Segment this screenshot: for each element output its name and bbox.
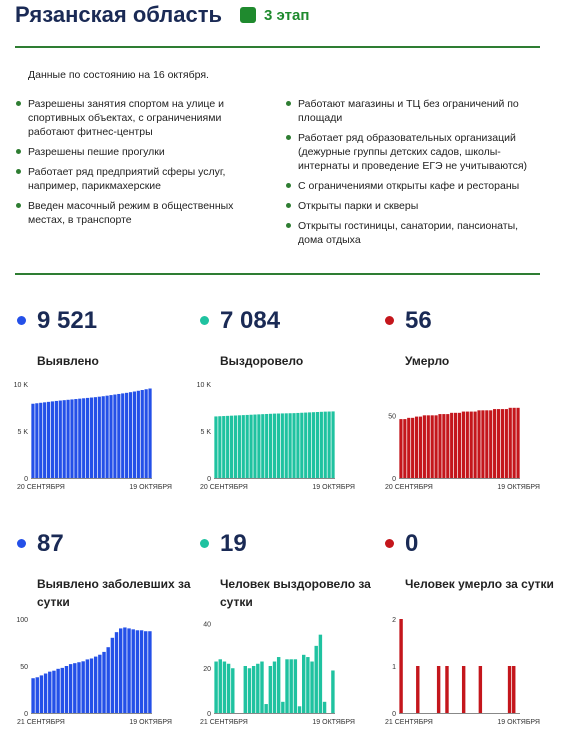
bar — [145, 389, 148, 478]
rule-item — [286, 219, 536, 247]
bar — [442, 414, 445, 478]
bar — [73, 663, 76, 713]
bar — [102, 652, 105, 713]
bar — [82, 398, 85, 478]
bar — [227, 664, 230, 713]
bar — [129, 392, 132, 478]
bar — [273, 414, 276, 478]
bar — [437, 666, 440, 713]
bar — [302, 655, 305, 713]
bar — [434, 415, 437, 478]
bar — [497, 409, 500, 478]
bar — [39, 403, 42, 478]
bullet-icon — [16, 169, 21, 174]
stat-number: 87 — [37, 530, 64, 557]
bar — [234, 415, 237, 478]
bar — [260, 662, 263, 713]
bar — [319, 635, 322, 713]
y-tick-label: 10 K — [196, 382, 211, 389]
series-dot-icon — [385, 316, 394, 325]
y-tick-label: 20 — [203, 666, 211, 674]
bar — [74, 399, 77, 478]
bullet-icon — [16, 149, 21, 154]
x-start-label: 21 СЕНТЯБРЯ — [200, 719, 248, 726]
bar — [218, 416, 221, 478]
bar — [48, 672, 51, 713]
y-tick-label: 5 K — [17, 429, 28, 436]
bar — [140, 630, 143, 713]
bar — [466, 412, 469, 478]
bar — [331, 411, 334, 478]
bar — [65, 666, 68, 713]
bar — [316, 412, 319, 478]
bar — [505, 409, 508, 478]
bar — [431, 415, 434, 478]
bar-chart — [196, 382, 360, 497]
rule-item — [16, 165, 266, 193]
bar — [289, 413, 292, 478]
stat-number: 19 — [220, 530, 247, 557]
bar — [265, 414, 268, 478]
bar-chart — [13, 382, 177, 497]
y-tick-label: 0 — [392, 711, 396, 718]
bar — [331, 670, 334, 713]
bar — [63, 400, 66, 478]
bar — [416, 666, 419, 713]
bar — [31, 678, 34, 713]
bar — [90, 398, 93, 478]
bar — [253, 415, 256, 478]
rules-list-right — [286, 97, 536, 253]
series-dot-icon — [385, 539, 394, 548]
rule-text: Открыты парки и скверы — [298, 200, 419, 212]
stat-panel — [200, 530, 375, 740]
bar — [113, 395, 116, 478]
bar — [133, 392, 136, 478]
bar — [47, 402, 50, 478]
bar — [454, 413, 457, 478]
bar — [427, 415, 430, 478]
bar — [249, 415, 252, 478]
bar — [304, 413, 307, 478]
bar — [86, 398, 89, 478]
x-end-label: 19 ОКТЯБРЯ — [312, 719, 355, 726]
y-tick-label: 0 — [207, 476, 211, 483]
bar — [256, 664, 259, 713]
stat-label: Человек умерло за сутки — [405, 577, 554, 591]
series-dot-icon — [200, 316, 209, 325]
bar — [306, 657, 309, 713]
bar — [411, 418, 414, 478]
bar — [415, 417, 418, 478]
bar — [323, 702, 326, 713]
rule-item — [286, 199, 536, 213]
bar — [90, 658, 93, 713]
rule-item — [286, 97, 536, 125]
bar — [403, 419, 406, 478]
bar — [489, 410, 492, 478]
y-tick-label: 0 — [392, 476, 396, 483]
rule-item — [16, 199, 266, 227]
bar — [66, 400, 69, 478]
bar — [137, 391, 140, 478]
bar — [423, 415, 426, 478]
bar — [98, 655, 101, 713]
bar — [69, 664, 72, 713]
bar — [141, 390, 144, 478]
y-tick-label: 5 K — [200, 429, 211, 436]
bar — [296, 413, 299, 478]
bar — [310, 662, 313, 713]
bar — [94, 397, 97, 478]
bar — [31, 404, 34, 478]
stage-label: 3 этап — [264, 6, 310, 24]
bar — [248, 668, 251, 713]
bar — [462, 412, 465, 478]
bar — [273, 662, 276, 713]
rule-text: Введен масочный режим в общественных местах, в транспорте — [28, 200, 234, 226]
y-tick-label: 40 — [203, 621, 211, 629]
bar — [59, 401, 62, 478]
x-end-label: 19 ОКТЯБРЯ — [129, 484, 172, 491]
stat-panel — [196, 307, 375, 517]
middle-divider — [15, 273, 540, 275]
bar — [509, 408, 512, 478]
bar — [399, 419, 402, 478]
rule-item — [286, 179, 536, 193]
bar — [477, 410, 480, 478]
bar — [438, 414, 441, 478]
bar — [458, 413, 461, 478]
rule-item — [16, 145, 266, 159]
x-start-label: 20 СЕНТЯБРЯ — [200, 484, 248, 491]
y-tick-label: 0 — [24, 711, 28, 718]
stat-label: Выявлено — [37, 354, 99, 368]
bar — [43, 402, 46, 478]
stat-label: Умерло — [405, 354, 450, 368]
bar — [450, 413, 453, 478]
bullet-icon — [16, 101, 21, 106]
bar — [516, 408, 519, 478]
x-end-label: 19 ОКТЯБРЯ — [129, 719, 172, 726]
bar — [324, 412, 327, 478]
bar — [277, 414, 280, 478]
series-dot-icon — [200, 539, 209, 548]
bar-chart — [17, 617, 177, 732]
x-start-label: 20 СЕНТЯБРЯ — [17, 484, 65, 491]
bar — [102, 396, 105, 478]
bar — [77, 662, 80, 713]
rule-text: Открыты гостиницы, санатории, пансионаты, дома отдыха — [298, 220, 519, 246]
bar — [222, 416, 225, 478]
bar — [285, 413, 288, 478]
bar — [223, 662, 226, 713]
bar — [446, 414, 449, 478]
bar — [35, 403, 38, 478]
bar — [399, 619, 402, 713]
rules-list-left — [16, 97, 266, 233]
rule-text: Работает ряд образовательных организаций (дежурные группы детских садов, школы-интернаты и проведение ЕГЭ не учитываются) — [298, 132, 528, 172]
bullet-icon — [16, 203, 21, 208]
bar — [106, 396, 109, 478]
bar — [40, 675, 43, 713]
bar — [493, 409, 496, 478]
stat-label: Человек выздоровело за сутки — [220, 577, 371, 609]
series-dot-icon — [17, 539, 26, 548]
x-end-label: 19 ОКТЯБРЯ — [312, 484, 355, 491]
bar — [61, 668, 64, 713]
bar — [261, 414, 264, 478]
bar — [219, 659, 222, 713]
bar — [115, 632, 118, 713]
stage-badge-icon — [240, 7, 256, 23]
bar — [132, 629, 135, 713]
bar — [512, 666, 515, 713]
bar — [148, 631, 151, 713]
x-start-label: 21 СЕНТЯБРЯ — [17, 719, 65, 726]
bar — [289, 659, 292, 713]
bar — [148, 389, 151, 479]
bar — [230, 416, 233, 478]
y-tick-label: 10 K — [13, 382, 28, 389]
bar — [119, 628, 122, 713]
bullet-icon — [286, 183, 291, 188]
stat-number: 7 084 — [220, 307, 281, 334]
bar — [513, 408, 516, 478]
bar — [445, 666, 448, 713]
rule-text: Работает ряд предприятий сферы услуг, например, парикмахерские — [28, 166, 226, 192]
bar — [320, 412, 323, 478]
bar — [36, 677, 39, 713]
stat-label: Выздоровело — [220, 354, 304, 368]
x-start-label: 21 СЕНТЯБРЯ — [385, 719, 433, 726]
stat-number: 0 — [405, 530, 419, 557]
bar — [485, 410, 488, 478]
stat-panel — [385, 530, 560, 740]
bar — [281, 413, 284, 478]
y-tick-label: 1 — [392, 664, 396, 671]
bar — [78, 399, 81, 478]
bullet-icon — [286, 203, 291, 208]
stat-label: Выявлено заболевших за сутки — [37, 577, 191, 609]
series-dot-icon — [17, 316, 26, 325]
x-start-label: 20 СЕНТЯБРЯ — [385, 484, 433, 491]
bar — [51, 401, 54, 478]
bullet-icon — [286, 135, 291, 140]
bar — [501, 409, 504, 478]
y-tick-label: 100 — [16, 617, 28, 624]
bar — [462, 666, 465, 713]
bar — [81, 661, 84, 713]
bar — [269, 666, 272, 713]
rule-text: Разрешены пешие прогулки — [28, 146, 165, 158]
stat-number: 56 — [405, 307, 432, 334]
bar — [70, 399, 73, 478]
x-end-label: 19 ОКТЯБРЯ — [497, 719, 540, 726]
bar-chart — [385, 382, 545, 497]
bar — [98, 397, 101, 478]
bar — [56, 669, 59, 713]
bar — [231, 668, 234, 713]
bar — [294, 659, 297, 713]
rule-item — [286, 131, 536, 173]
bar — [94, 657, 97, 713]
stat-number: 9 521 — [37, 307, 98, 334]
bar — [257, 414, 260, 478]
y-tick-label: 50 — [388, 413, 396, 421]
bar — [470, 412, 473, 478]
bar — [277, 657, 280, 713]
bar — [109, 395, 112, 478]
bar — [144, 631, 147, 713]
y-tick-label: 0 — [207, 711, 211, 718]
bar — [285, 659, 288, 713]
bar — [419, 417, 422, 478]
bar — [238, 415, 241, 478]
x-end-label: 19 ОКТЯБРЯ — [497, 484, 540, 491]
rule-text: Работают магазины и ТЦ без ограничений по площади — [298, 98, 519, 124]
bar-chart — [385, 617, 545, 732]
bar — [86, 659, 89, 713]
bar — [214, 416, 217, 478]
bar — [52, 671, 55, 713]
bar — [252, 666, 255, 713]
bar — [292, 413, 295, 478]
header — [15, 0, 309, 30]
rule-text: Разрешены занятия спортом на улице и спортивных объектах, с ограничениями работают фитнес-центры — [28, 98, 224, 138]
bullet-icon — [286, 101, 291, 106]
bar — [315, 646, 318, 713]
bar — [123, 627, 126, 713]
bar — [269, 414, 272, 478]
bar — [300, 413, 303, 478]
bar — [242, 415, 245, 478]
bar — [111, 638, 114, 713]
stat-panel — [13, 307, 192, 517]
bar-chart — [200, 617, 360, 732]
bar — [508, 666, 511, 713]
region-title: Рязанская область — [15, 2, 223, 27]
bar — [226, 416, 229, 478]
stat-panel — [385, 307, 560, 517]
rule-item — [16, 97, 266, 139]
bar — [281, 702, 284, 713]
bar — [308, 412, 311, 478]
bar — [44, 674, 47, 713]
bar — [55, 401, 58, 478]
bullet-icon — [286, 223, 291, 228]
bar — [117, 394, 120, 478]
y-tick-label: 2 — [392, 617, 396, 624]
bar — [246, 415, 249, 478]
bar — [121, 393, 124, 478]
bar — [244, 666, 247, 713]
bar — [474, 412, 477, 478]
bar — [214, 662, 217, 713]
top-divider — [15, 46, 540, 48]
bar — [312, 412, 315, 478]
bar — [481, 410, 484, 478]
bar — [127, 628, 130, 713]
rule-text: С ограничениями открыты кафе и рестораны — [298, 180, 520, 192]
date-note: Данные по состоянию на 16 октября. — [28, 69, 209, 81]
y-tick-label: 0 — [24, 476, 28, 483]
bar — [125, 393, 128, 478]
bar — [298, 706, 301, 713]
bar — [136, 630, 139, 713]
bar — [407, 418, 410, 478]
bar — [479, 666, 482, 713]
y-tick-label: 50 — [20, 664, 28, 671]
bar — [264, 704, 267, 713]
bar — [106, 647, 109, 713]
stat-panel — [17, 530, 192, 740]
bar — [328, 412, 331, 478]
